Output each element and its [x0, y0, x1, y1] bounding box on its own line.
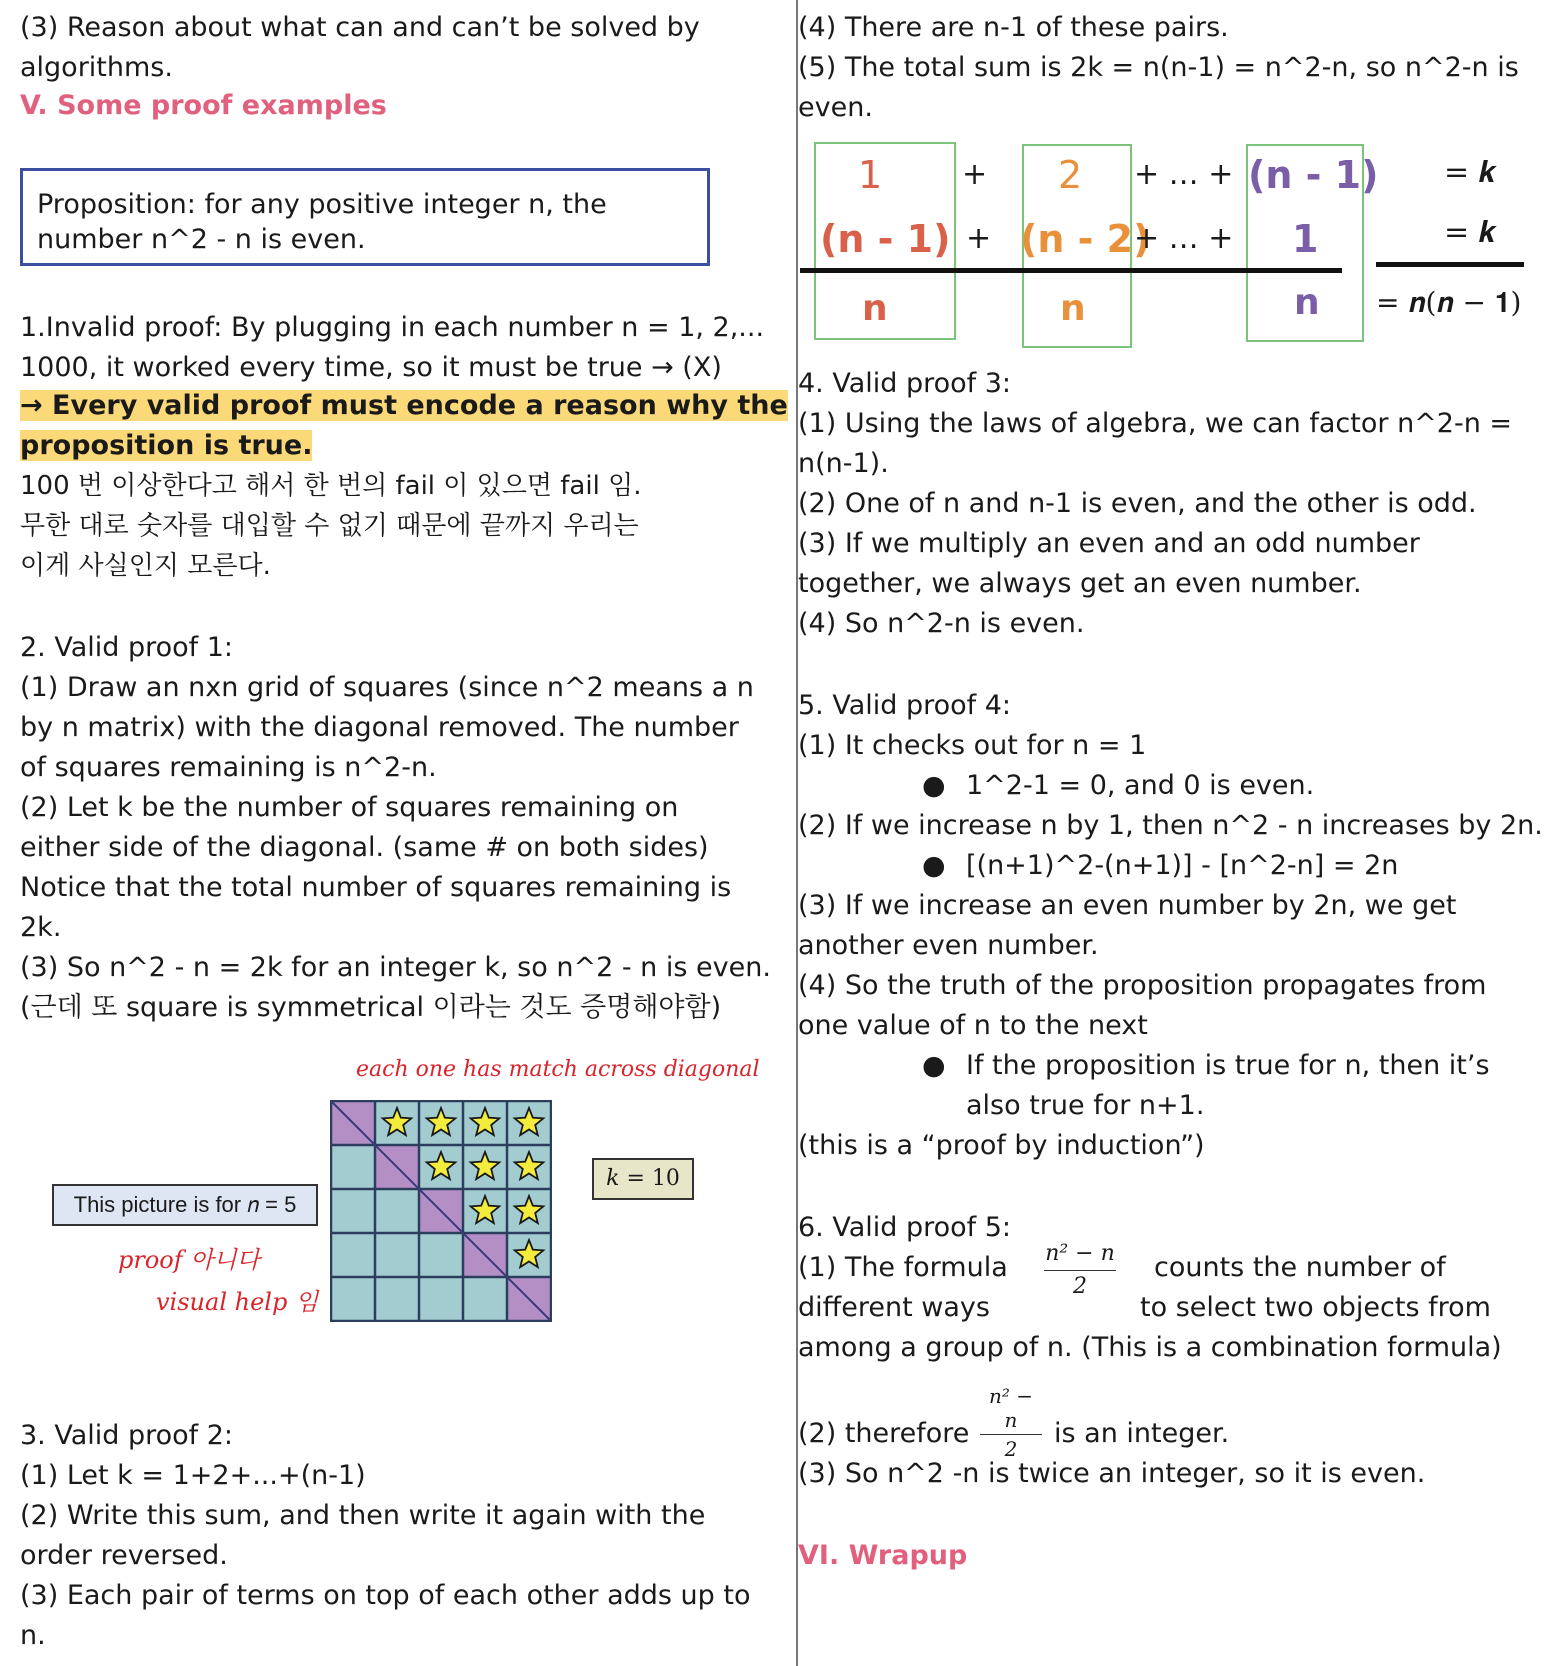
invalid-proof-line-1: 1.Invalid proof: By plugging in each number n = 1, 2,... [20, 312, 765, 343]
proof5-line: (2) therefore [798, 1418, 970, 1449]
bullet-icon: ● [922, 1050, 946, 1081]
proof1-line: either side of the diagonal. (same # on both sides) [20, 832, 709, 863]
proof2-line: (1) Let k = 1+2+...+(n-1) [20, 1460, 366, 1491]
fraction-numerator: 𝑛² − 𝑛 [988, 1384, 1033, 1432]
sum-rule-left [800, 268, 1342, 273]
proof3-line: (3) If we multiply an even and an odd number [798, 528, 1420, 559]
bullet-icon: ● [922, 770, 946, 801]
fraction-formula [1044, 1240, 1116, 1301]
fraction-numerator: 𝑛² − 𝑛 [1045, 1241, 1115, 1266]
term-1-rev: 1 [1292, 217, 1319, 261]
grid-cell [463, 1277, 507, 1321]
proof5-line: different ways [798, 1292, 990, 1323]
sum-n-3: n [1294, 282, 1320, 323]
grid-cell [375, 1277, 419, 1321]
proof5-line: is an integer. [1054, 1418, 1230, 1449]
proof5-title: 6. Valid proof 5: [798, 1212, 1012, 1243]
proof3-line: (2) One of n and n-1 is even, and the other is odd. [798, 488, 1477, 519]
proof1-line: by n matrix) with the diagonal removed. The number [20, 712, 739, 743]
sum-n-1: n [862, 288, 888, 329]
proof2-line: (2) Write this sum, and then write it again with the [20, 1500, 706, 1531]
grid-cell [375, 1189, 419, 1233]
term-2: 2 [1058, 153, 1083, 197]
k-label-box: 𝑘 = 10 [592, 1158, 694, 1200]
figure-caption-box: This picture is for 𝑛 = 5 [52, 1184, 318, 1226]
proof2-cont-line: even. [798, 92, 873, 123]
grid-cell [419, 1277, 463, 1321]
grid-cell [375, 1233, 419, 1277]
proof1-line: (1) Draw an nxn grid of squares (since n^2 means a n [20, 672, 754, 703]
handwritten-note-1: proof 아니다 [118, 1246, 260, 1274]
proposition-line-2: number n^2 - n is even. [37, 224, 366, 255]
korean-note-line-2: 무한 대로 숫자를 대입할 수 없기 때문에 끝까지 우리는 [20, 511, 639, 541]
ellipsis-plus: + … + [1134, 221, 1234, 256]
bullet-text: If the proposition is true for n, then it’s [966, 1050, 1490, 1081]
diagonal-grid-figure [330, 1100, 552, 1322]
proof4-step: (2) If we increase n by 1, then n^2 - n increases by 2n. [798, 810, 1543, 841]
proof1-line: (2) Let k be the number of squares remaining on [20, 792, 679, 823]
handwritten-annotation-top: each one has match across diagonal [356, 1057, 760, 1082]
invalid-proof-line-2: 1000, it worked every time, so it must be true → (X) [20, 352, 722, 383]
proposition-box [20, 168, 710, 266]
proof4-bullet [922, 766, 1315, 806]
proof1-line: Notice that the total number of squares remaining is [20, 872, 732, 903]
proposition-line-1: Proposition: for any positive integer n, the [37, 189, 607, 220]
fraction-denominator: 2 [1073, 1274, 1087, 1299]
intro-line-2: algorithms. [20, 52, 173, 83]
grid-cell [331, 1145, 375, 1189]
proof4-step: one value of n to the next [798, 1010, 1148, 1041]
plus-sign: + [966, 221, 992, 256]
proof5-line: to select two objects from [1140, 1292, 1491, 1323]
bullet-text: 1^2-1 = 0, and 0 is even. [966, 770, 1315, 801]
term-n-2: (n - 2) [1020, 217, 1151, 261]
sum-rule-right [1376, 262, 1524, 267]
proof4-bullet-cont: also true for n+1. [966, 1090, 1205, 1121]
proof3-line: n(n-1). [798, 448, 889, 479]
proof1-title: 2. Valid proof 1: [20, 632, 234, 663]
equals-total: = 𝒏(𝒏 − 𝟏) [1376, 286, 1522, 319]
fraction-formula-2 [980, 1384, 1042, 1461]
proof2-line: order reversed. [20, 1540, 228, 1571]
proof4-bullet [922, 846, 1399, 886]
proof5-line: (3) So n^2 -n is twice an integer, so it is even. [798, 1458, 1426, 1489]
proof4-step: (1) It checks out for n = 1 [798, 730, 1147, 761]
grid-cell [419, 1233, 463, 1277]
section-heading-vi: VI. Wrapup [798, 1540, 968, 1571]
proof4-bullet [922, 1046, 1490, 1086]
korean-note-line-3: 이게 사실인지 모른다. [20, 551, 271, 581]
term-1: 1 [858, 153, 883, 197]
proof2-cont-line: (5) The total sum is 2k = n(n-1) = n^2-n, so n^2-n is [798, 52, 1519, 83]
sum-n-2: n [1060, 288, 1086, 329]
proof4-step: another even number. [798, 930, 1099, 961]
proof2-cont-line: (4) There are n-1 of these pairs. [798, 12, 1229, 43]
grid-cell [331, 1233, 375, 1277]
ellipsis-plus: + … + [1134, 157, 1234, 192]
proof1-line: of squares remaining is n^2-n. [20, 752, 437, 783]
intro-line-1: (3) Reason about what can and can’t be solved by [20, 12, 700, 43]
proof2-line: n. [20, 1620, 46, 1651]
highlight-line-2: proposition is true. [20, 430, 313, 461]
proof4-step: (4) So the truth of the proposition propagates from [798, 970, 1487, 1001]
grid-cell [331, 1277, 375, 1321]
plus-sign: + [962, 157, 988, 192]
proof3-line: (1) Using the laws of algebra, we can factor n^2-n = [798, 408, 1513, 439]
bullet-text: [(n+1)^2-(n+1)] - [n^2-n] = 2n [966, 850, 1399, 881]
proof5-line: (1) The formula [798, 1252, 1008, 1283]
proof4-step: (3) If we increase an even number by 2n, we get [798, 890, 1457, 921]
proof4-title: 5. Valid proof 4: [798, 690, 1012, 721]
proof3-line: together, we always get an even number. [798, 568, 1362, 599]
proof5-line: among a group of n. (This is a combination formula) [798, 1332, 1502, 1363]
equals-k-2: = 𝒌 [1444, 215, 1497, 250]
proof3-line: (4) So n^2-n is even. [798, 608, 1085, 639]
equals-k-1: = 𝒌 [1444, 155, 1497, 190]
proof1-line: 2k. [20, 912, 62, 943]
term-n-1: (n - 1) [1248, 153, 1379, 197]
proof4-note: (this is a “proof by induction”) [798, 1130, 1205, 1161]
handwritten-note-2: visual help 임 [156, 1288, 319, 1316]
fraction-denominator: 2 [1004, 1437, 1018, 1461]
term-n-1-rev: (n - 1) [820, 217, 951, 261]
proof5-line: counts the number of [1154, 1252, 1446, 1283]
proof2-line: (3) Each pair of terms on top of each other adds up to [20, 1580, 751, 1611]
proof1-line: (근데 또 square is symmetrical 이라는 것도 증명해야함) [20, 992, 722, 1023]
bullet-icon: ● [922, 850, 946, 881]
highlight-line-1: → Every valid proof must encode a reason why the [20, 390, 788, 421]
grid-cell [331, 1189, 375, 1233]
section-heading-v: V. Some proof examples [20, 90, 387, 121]
proof3-title: 4. Valid proof 3: [798, 368, 1012, 399]
korean-note-line-1: 100 번 이상한다고 해서 한 번의 fail 이 있으면 fail 임. [20, 471, 642, 501]
proof2-title: 3. Valid proof 2: [20, 1420, 234, 1451]
proof1-line: (3) So n^2 - n = 2k for an integer k, so n^2 - n is even. [20, 952, 771, 983]
